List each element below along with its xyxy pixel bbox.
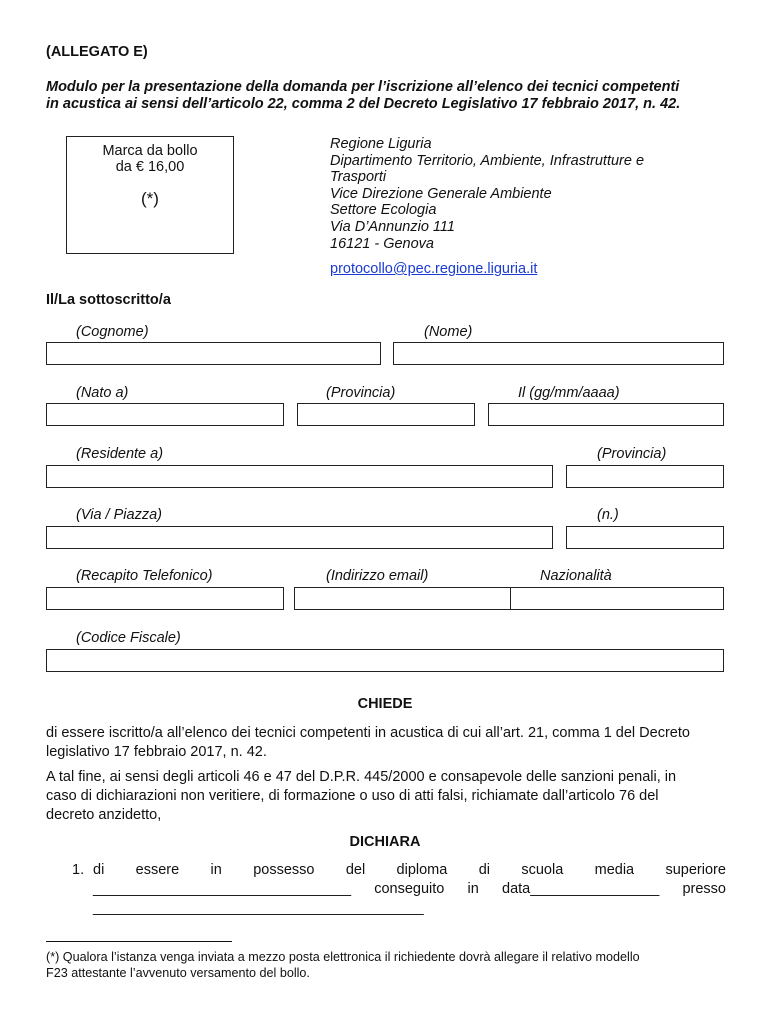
a-tal-fine-text [46,768,726,825]
stamp-note-mark: (*) [141,189,159,208]
dichiara-heading: DICHIARA [349,834,421,850]
telefono-field[interactable] [46,587,284,610]
word: diploma [396,862,448,878]
chiede-text [46,724,726,762]
data-nascita-label: Il (gg/mm/aaaa) [518,385,620,401]
nato-a-field[interactable] [46,403,284,426]
provincia-nascita-label: (Provincia) [326,385,396,401]
nazionalita-label: Nazionalità [540,568,612,584]
footnote-line: F23 attestante l’avvenuto versamento del bollo. [46,966,310,980]
footnote-divider [46,941,232,942]
footnote-line: (*) Qualora l’istanza venga inviata a mezzo posta elettronica il richiedente dovrà allegare il relativo modello [46,950,640,964]
address-line: Settore Ecologia [330,202,437,219]
revenue-stamp-box [66,136,234,254]
numero-civico-field[interactable] [566,526,724,549]
address-line: Vice Direzione Generale Ambiente [330,185,552,202]
date-blank[interactable]: data________________ [502,881,660,897]
address-line: Via D’Annunzio 111 [330,218,455,235]
chiede-heading: CHIEDE [357,696,413,712]
presso-blank-line[interactable]: _________________________________________ [93,900,424,916]
footnote [46,949,726,981]
stamp-label-1: Marca da bollo [102,143,198,159]
provincia-residenza-label: (Provincia) [597,446,667,462]
dichiara-item-line-1 [93,862,726,878]
address-line: Dipartimento Territorio, Ambiente, Infrastrutture e [330,152,645,169]
a-tal-fine-line: A tal fine, ai sensi degli articoli 46 e 47 del D.P.R. 445/2000 e consapevole delle sanzioni penali, in [46,769,677,785]
recipient-address [330,136,644,252]
word: media [594,862,635,878]
chiede-text-line: legislativo 17 febbraio 2017, n. 42. [46,744,267,760]
email-field[interactable] [294,587,511,610]
form-title-line-1: Modulo per la presentazione della domanda per l’iscrizione all’elenco dei tecnici competenti [46,79,680,95]
word: in [467,881,479,897]
provincia-nascita-field[interactable] [297,403,475,426]
a-tal-fine-line: caso di dichiarazioni non veritiere, di formazione o uso di atti falsi, richiamate dall’articolo 76 del [46,788,659,804]
data-nascita-field[interactable] [488,403,724,426]
stamp-label-2: da € 16,00 [115,159,185,175]
word: di [478,862,490,878]
codice-fiscale-field[interactable] [46,649,724,672]
via-field[interactable] [46,526,553,549]
section-title-sottoscritto: Il/La sottoscritto/a [46,292,171,308]
word: in [210,862,222,878]
allegato-label: (ALLEGATO E) [46,44,148,60]
codice-fiscale-label: (Codice Fiscale) [76,630,181,646]
address-line: Trasporti [330,169,387,186]
address-line: Regione Liguria [330,136,432,152]
form-title-line-2: in acustica ai sensi dell’articolo 22, comma 2 del Decreto Legislativo 17 febbraio 2017, n. 42. [46,96,681,112]
nome-field[interactable] [393,342,724,365]
item-number: 1. [72,862,85,878]
nato-a-label: (Nato a) [76,385,129,401]
pec-email-link[interactable]: protocollo@pec.regione.liguria.it [330,261,538,277]
residente-a-field[interactable] [46,465,553,488]
via-label: (Via / Piazza) [76,507,162,523]
nome-label: (Nome) [424,324,473,340]
dichiara-item-line-2 [93,881,726,897]
word: superiore [665,862,726,878]
address-line: 16121 - Genova [330,235,434,252]
word: conseguito [374,881,445,897]
chiede-text-line: di essere iscritto/a all’elenco dei tecnici competenti in acustica di cui all’art. 21, comma 1 del Decreto [46,725,690,741]
cognome-label: (Cognome) [76,324,149,340]
a-tal-fine-line: decreto anzidetto, [46,807,162,823]
word: del [345,862,366,878]
telefono-label: (Recapito Telefonico) [76,568,213,584]
blank-line[interactable]: ________________________________ [93,881,352,897]
cognome-field[interactable] [46,342,381,365]
word: essere [135,862,180,878]
word: presso [682,881,726,897]
residente-a-label: (Residente a) [76,446,164,462]
nazionalita-field[interactable] [510,587,724,610]
word: scuola [521,862,564,878]
word: possesso [253,862,315,878]
email-label: (Indirizzo email) [326,568,429,584]
word: di [93,862,105,878]
numero-civico-label: (n.) [597,507,619,523]
provincia-residenza-field[interactable] [566,465,724,488]
